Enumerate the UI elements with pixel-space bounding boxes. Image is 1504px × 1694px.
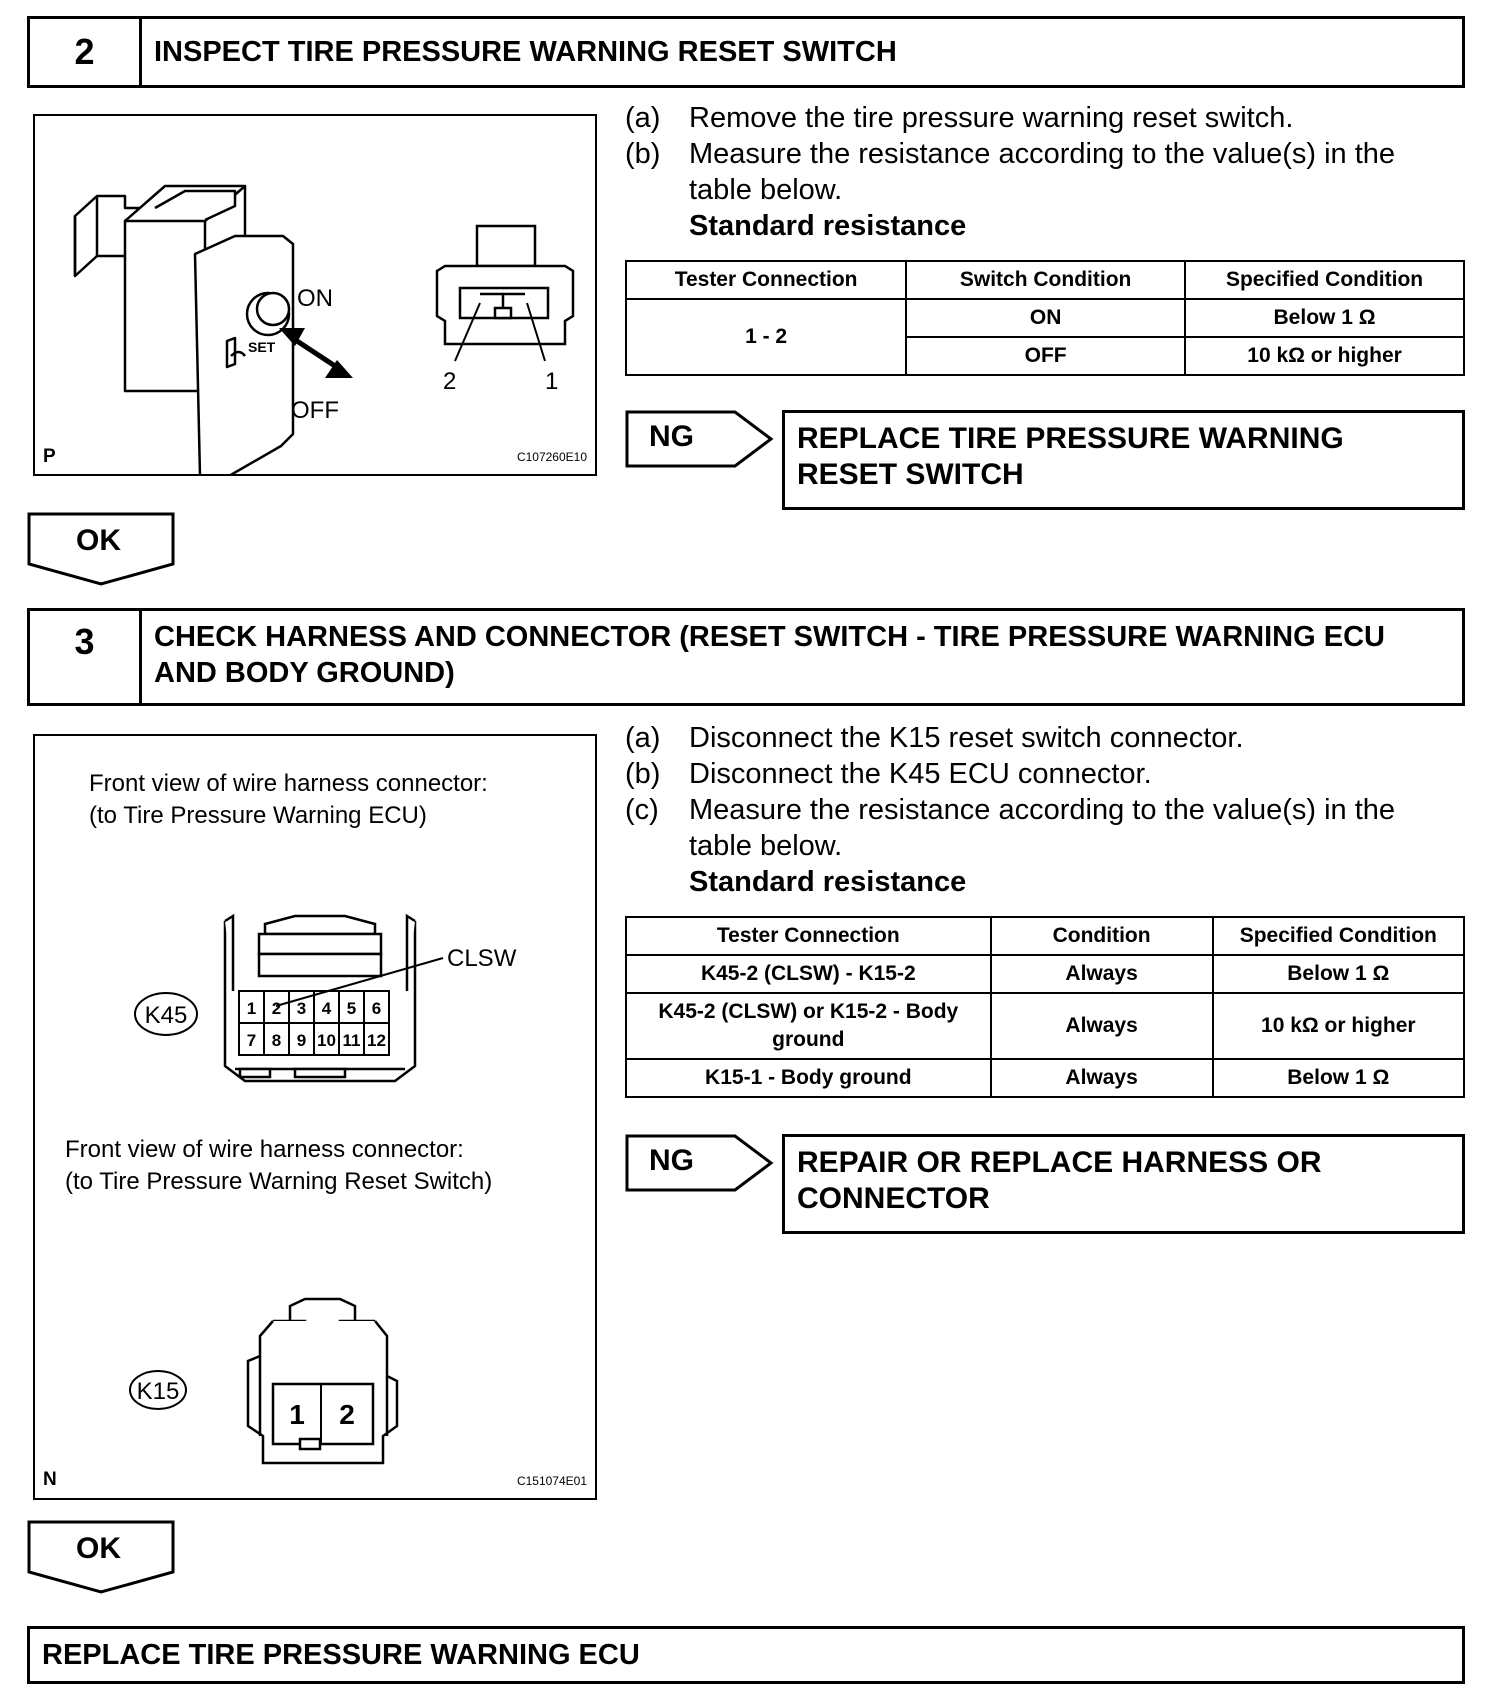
instruction-text: Disconnect the K15 reset switch connector.: [689, 722, 1244, 754]
k45-pin-label: 7: [246, 1031, 257, 1050]
instruction-text: Disconnect the K45 ECU connector.: [689, 758, 1152, 790]
ok-label: OK: [76, 1532, 121, 1565]
table-cell-connection: K15-1 - Body ground: [626, 1059, 991, 1097]
ng-tab: [625, 410, 775, 468]
table-cell-condition: Always: [991, 955, 1213, 993]
k15-tag: K15: [136, 1378, 180, 1405]
ok-label: OK: [76, 524, 121, 557]
ng-arrow-shape: [625, 1134, 775, 1192]
ok-tab: [27, 1520, 177, 1594]
table-cell-condition: Always: [991, 993, 1213, 1059]
k45-tag: K45: [144, 1002, 188, 1029]
instruction-text: Measure the resistance according to the value(s) in the table below.: [689, 138, 1396, 206]
k45-pin-label: 1: [246, 999, 257, 1018]
k45-pin-label: 6: [371, 999, 382, 1018]
k15-caption-line-2: (to Tire Pressure Warning Reset Switch): [65, 1168, 493, 1195]
k45-pin-label: 8: [271, 1031, 282, 1050]
table-header: Condition: [991, 917, 1213, 955]
table-row: [626, 955, 1464, 993]
pin-1-label: 1: [545, 368, 559, 395]
k45-pin-label: 10: [317, 1031, 336, 1050]
k45-pin-label: 9: [296, 1031, 307, 1050]
step-number: 3: [30, 611, 142, 703]
k15-pin-label: 2: [339, 1399, 355, 1430]
standard-resistance-label: Standard resistance: [689, 210, 967, 242]
k45-pin-label: 3: [296, 999, 307, 1018]
harness-connector-figure: [33, 734, 597, 1500]
ng-label: NG: [649, 420, 694, 453]
table-header: Specified Condition: [1213, 917, 1464, 955]
ng-result-box: REPAIR OR REPLACE HARNESS OR CONNECTOR: [782, 1134, 1465, 1234]
table-row: [626, 1059, 1464, 1097]
instruction-label: (b): [625, 138, 661, 170]
table-cell-spec: 10 kΩ or higher: [1185, 337, 1464, 375]
table-cell-spec: Below 1 Ω: [1185, 299, 1464, 337]
reset-switch-illustration: [35, 116, 595, 474]
table-cell-spec: Below 1 Ω: [1213, 955, 1464, 993]
k45-caption-line-1: Front view of wire harness connector:: [89, 770, 488, 797]
table-cell-spec: 10 kΩ or higher: [1213, 993, 1464, 1059]
pin-2-label: 2: [443, 368, 457, 395]
step-2-spec-table: [625, 260, 1465, 376]
step-title: INSPECT TIRE PRESSURE WARNING RESET SWITCH: [154, 36, 897, 68]
table-row: [626, 993, 1464, 1059]
instruction-b: [625, 756, 1465, 792]
step-number: 2: [30, 19, 142, 85]
table-cell-condition: OFF: [906, 337, 1185, 375]
instruction-c: [625, 792, 1465, 864]
k45-pin-label: 11: [342, 1031, 361, 1050]
step-3-spec-table: [625, 916, 1465, 1098]
figure-corner-mark: P: [43, 446, 56, 467]
k45-pin-label: 5: [346, 999, 357, 1018]
standard-resistance-label: Standard resistance: [689, 866, 967, 898]
step-2-instructions: [625, 100, 1465, 244]
instruction-label: (a): [625, 722, 661, 754]
ng-result-box: REPLACE TIRE PRESSURE WARNING RESET SWITCH: [782, 410, 1465, 510]
figure-code: C151074E01: [516, 1474, 587, 1488]
off-label: OFF: [291, 397, 339, 424]
instruction-text: Remove the tire pressure warning reset switch.: [689, 102, 1294, 134]
instruction-text: Measure the resistance according to the value(s) in the table below.: [689, 794, 1396, 862]
instruction-label: (b): [625, 758, 661, 790]
table-header: Specified Condition: [1185, 261, 1464, 299]
step-3-instructions: [625, 720, 1465, 900]
figure-corner-mark: N: [43, 1469, 57, 1490]
step-title: CHECK HARNESS AND CONNECTOR (RESET SWITCH - TIRE PRESSURE WARNING ECU AND BODY GROUND): [154, 621, 1385, 689]
table-header: Switch Condition: [906, 261, 1185, 299]
set-label: SET: [248, 339, 276, 355]
instruction-label: (a): [625, 102, 661, 134]
table-cell-connection: K45-2 (CLSW) - K15-2: [626, 955, 991, 993]
table-header: Tester Connection: [626, 261, 906, 299]
instruction-label: (c): [625, 794, 659, 826]
k45-caption-line-2: (to Tire Pressure Warning ECU): [89, 802, 427, 829]
k45-pin-label: 12: [367, 1031, 386, 1050]
table-cell-condition: ON: [906, 299, 1185, 337]
step-3-header: [27, 608, 1465, 706]
table-cell-connection: 1 - 2: [626, 299, 906, 375]
connector-diagrams: [35, 736, 595, 1498]
k45-pin-label: 2: [271, 999, 282, 1018]
k15-caption-line-1: Front view of wire harness connector:: [65, 1136, 464, 1163]
table-row: [626, 299, 1464, 337]
final-result-box: [27, 1626, 1465, 1684]
table-cell-spec: Below 1 Ω: [1213, 1059, 1464, 1097]
final-result-text: REPLACE TIRE PRESSURE WARNING ECU: [42, 1638, 640, 1671]
ok-tab: [27, 512, 177, 586]
k15-pin-label: 1: [289, 1399, 305, 1430]
k45-pin-label: 4: [321, 999, 332, 1018]
table-header: Tester Connection: [626, 917, 991, 955]
figure-code: C107260E10: [516, 450, 587, 464]
ng-tab: [625, 1134, 775, 1192]
on-label: ON: [297, 285, 333, 312]
ng-arrow-shape: [625, 410, 775, 468]
clsw-label: CLSW: [447, 945, 517, 972]
reset-switch-figure: [33, 114, 597, 476]
table-cell-connection: K45-2 (CLSW) or K15-2 - Body ground: [626, 993, 991, 1059]
instruction-a: [625, 720, 1465, 756]
table-cell-condition: Always: [991, 1059, 1213, 1097]
ng-label: NG: [649, 1144, 694, 1177]
instruction-b: [625, 136, 1465, 208]
step-2-header: [27, 16, 1465, 88]
instruction-a: [625, 100, 1465, 136]
